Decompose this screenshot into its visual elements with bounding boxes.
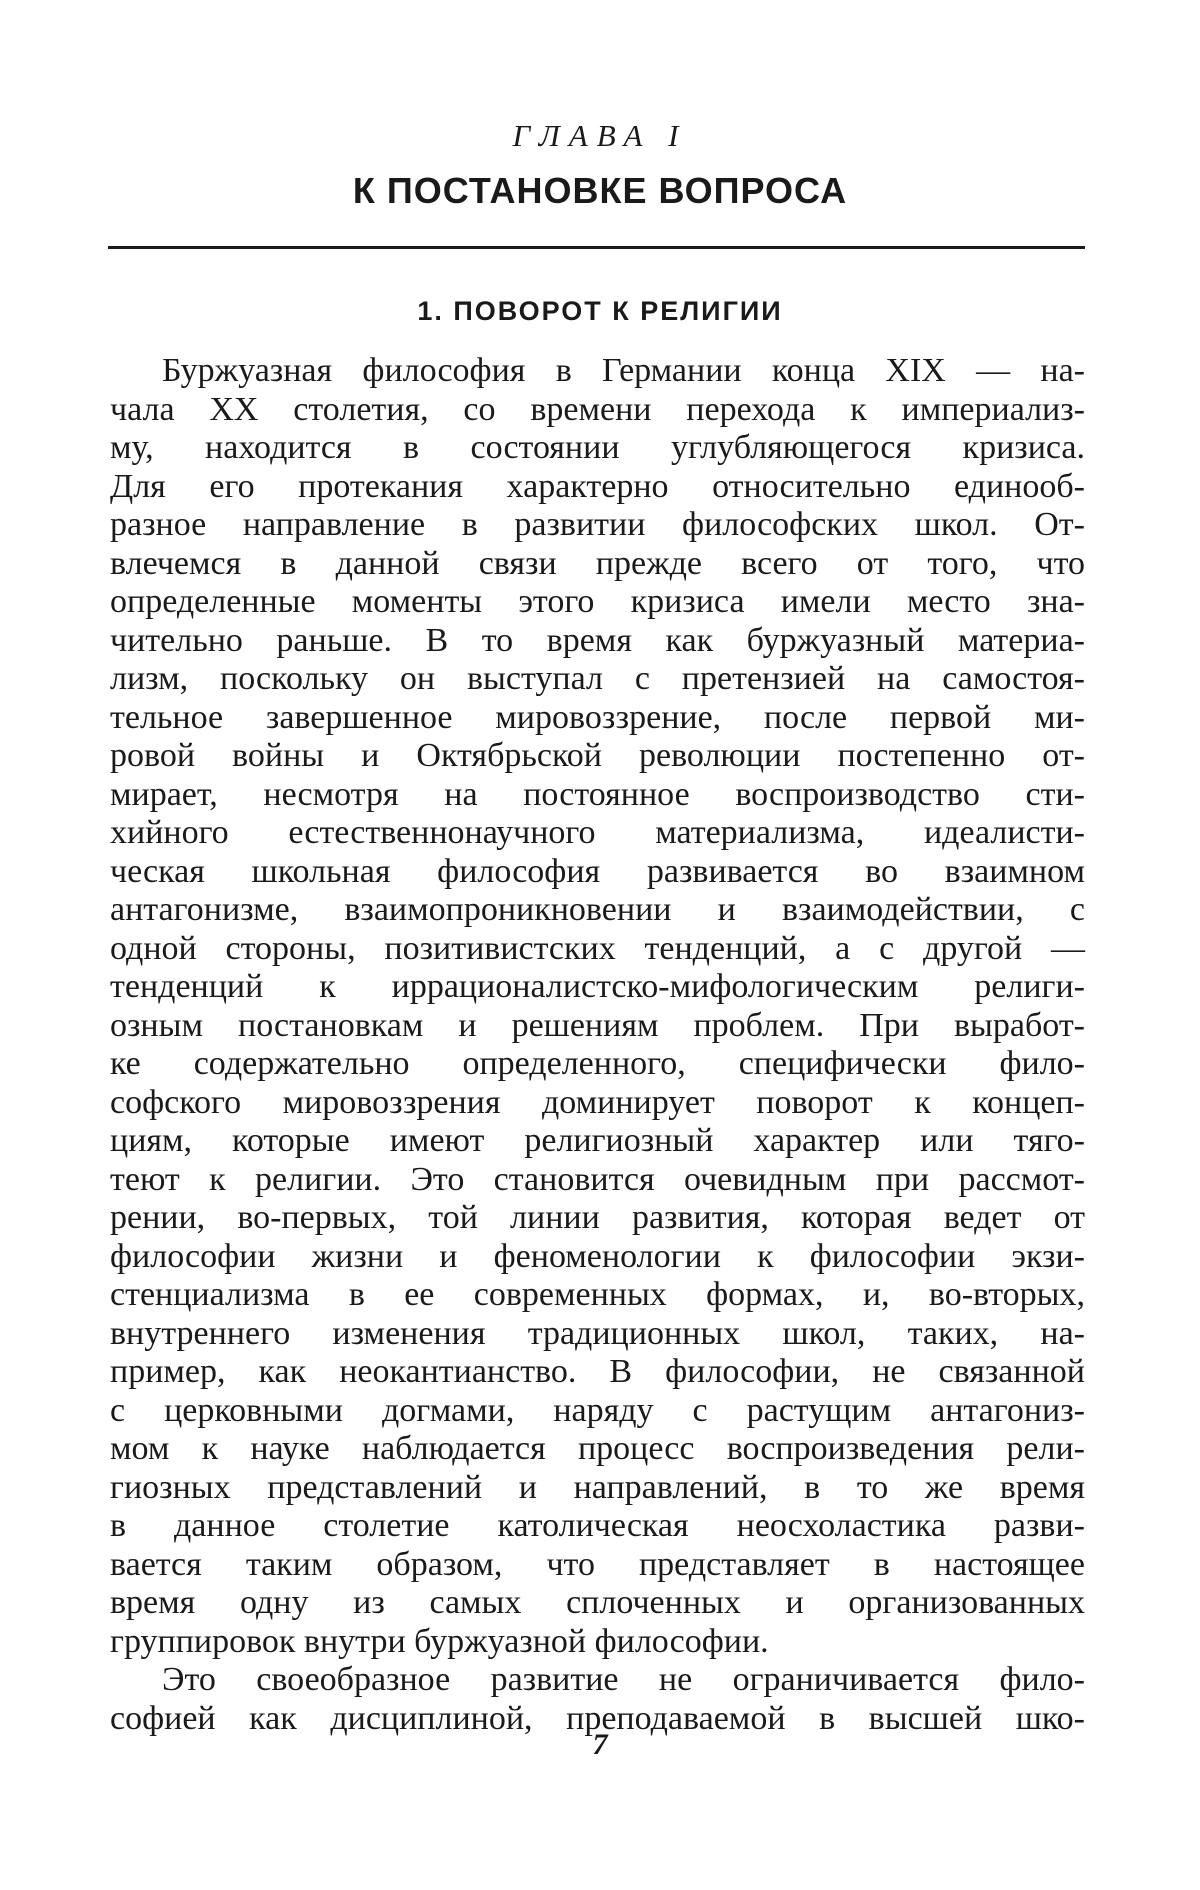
text-line: му, находится в состоянии углубляющегося кризиса. <box>110 429 1085 466</box>
text-line: теют к религии. Это становится очевидным при рассмот- <box>110 1160 1085 1198</box>
text-line: хийного естественнонаучного материализма, идеалисти- <box>110 814 1085 851</box>
section-title: 1. ПОВОРОТ К РЕЛИГИИ <box>417 296 783 326</box>
text-line: чала XX столетия, со времени перехода к империализ- <box>110 390 1085 428</box>
chapter-label: ГЛАВА I <box>512 118 688 153</box>
text-line: чительно раньше. В то время как буржуазный материа- <box>110 621 1085 659</box>
text-line: озным постановкам и решениям проблем. При выработ- <box>110 1006 1085 1044</box>
text-line: циям, которые имеют религиозный характер или тяго- <box>110 1122 1085 1159</box>
text-line: мом к науке наблюдается процесс воспроизведения рели- <box>110 1430 1085 1467</box>
text-line: стенциализма в ее современных формах, и, во-вторых, <box>110 1276 1085 1313</box>
text-line: тельное завершенное мировоззрение, после первой ми- <box>110 698 1085 736</box>
text-line: ке содержательно определенного, специфически фило- <box>110 1045 1085 1082</box>
paragraph-2 <box>110 1661 1085 1738</box>
text-line: вается таким образом, что представляет в настоящее <box>110 1545 1085 1583</box>
text-line: группировок внутри буржуазной философии. <box>110 1622 769 1660</box>
text-line: гиозных представлений и направлений, в то же время <box>110 1468 1085 1506</box>
text-line: разное направление в развитии философских школ. От- <box>110 506 1085 543</box>
text-line: время одну из самых сплоченных и организованных <box>110 1584 1085 1621</box>
text-line: Для его протекания характерно относительно единооб- <box>110 467 1085 505</box>
text-line: пример, как неокантианство. В философии, не связанной <box>110 1353 1085 1390</box>
text-line: ческая школьная философия развивается во взаимном <box>110 852 1085 890</box>
text-line: в данное столетие католическая неосхоластика разви- <box>110 1507 1085 1544</box>
text-line: Это своеобразное развитие не ограничивается фило- <box>162 1661 1085 1698</box>
text-line: с церковными догмами, наряду с растущим антагониз- <box>110 1391 1085 1429</box>
text-line: внутреннего изменения традиционных школ, таких, на- <box>110 1314 1085 1352</box>
text-line: антагонизме, взаимопроникновении и взаимодействии, с <box>110 891 1085 928</box>
text-line: лизм, поскольку он выступал с претензией на самостоя- <box>110 660 1085 697</box>
text-line: рении, во-первых, той линии развития, которая ведет от <box>110 1199 1085 1236</box>
text-line: ровой войны и Октябрьской революции постепенно от- <box>110 737 1085 774</box>
header-rule <box>108 246 1085 249</box>
paragraph-1 <box>110 352 1085 1661</box>
text-line: определенные моменты этого кризиса имели место зна- <box>110 583 1085 620</box>
text-line: одной стороны, позитивистских тенденций, а с другой — <box>110 929 1085 967</box>
page-number: 7 <box>592 1728 608 1761</box>
text-line: мирает, несмотря на постоянное воспроизводство сти- <box>110 775 1085 813</box>
text-line: тенденций к иррационалистско-мифологическим религи- <box>110 968 1085 1005</box>
chapter-title: К ПОСТАНОВКЕ ВОПРОСА <box>352 170 848 211</box>
text-line: Буржуазная философия в Германии конца XIX — на- <box>162 352 1085 389</box>
text-line: влечемся в данной связи прежде всего от того, что <box>110 544 1085 582</box>
text-line: софией как дисциплиной, преподаваемой в высшей шко- <box>110 1699 1085 1737</box>
text-line: софского мировоззрения доминирует поворот к концеп- <box>110 1083 1085 1121</box>
body-text <box>110 352 1085 1738</box>
text-line: философии жизни и феноменологии к философии экзи- <box>110 1237 1085 1275</box>
